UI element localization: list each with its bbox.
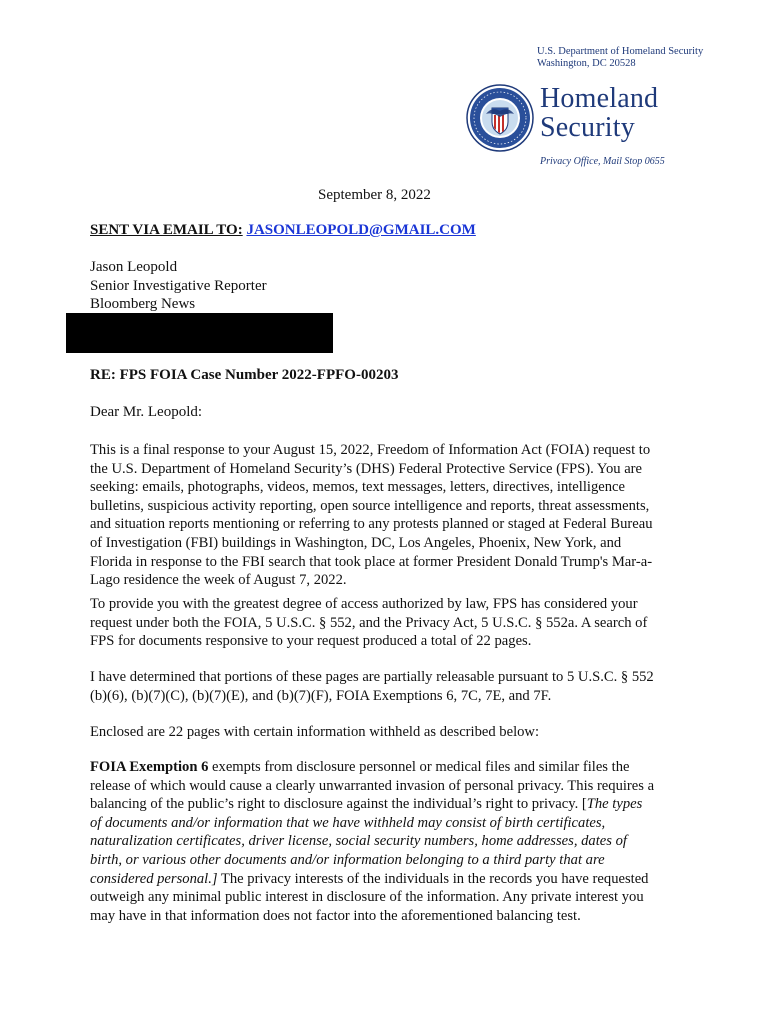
text-line: release of which would cause a clearly unwarranted invasion of personal privacy. This requires a xyxy=(90,777,655,794)
text-line: FPS for documents responsive to your request produced a total of 22 pages. xyxy=(90,633,532,650)
text-line: of documents and/or information that we have withheld may consist of birth certificates, xyxy=(90,814,606,831)
department-city: Washington, DC 20528 xyxy=(537,58,636,69)
recipient-org: Bloomberg News xyxy=(90,296,196,312)
paragraph-enclosed: Enclosed are 22 pages with certain information withheld as described below: xyxy=(90,724,540,740)
recipient-address xyxy=(90,258,267,314)
sent-via-label: SENT VIA EMAIL TO: xyxy=(90,222,243,238)
text-segment: The privacy interests of the individuals in the records you have requested xyxy=(217,870,649,887)
agency-wordmark xyxy=(540,84,658,142)
office-line: Privacy Office, Mail Stop 0655 xyxy=(540,156,665,167)
text-line: of Investigation (FBI) buildings in Washington, DC, Los Angeles, Phoenix, New York, and xyxy=(90,534,622,551)
text-line: seeking: emails, photographs, videos, memos, text messages, letters, directives, intelligence xyxy=(90,479,625,496)
text-segment: exempts from disclosure personnel or medical files and similar files the xyxy=(208,759,630,775)
text-line xyxy=(90,870,682,889)
text-line: (b)(6), (b)(7)(C), (b)(7)(E), and (b)(7)(F), FOIA Exemptions 6, 7C, 7E, and 7F. xyxy=(90,687,552,704)
text-line xyxy=(90,795,682,814)
text-line: outweigh any minimal public interest in disclosure of the information. Any private interest you xyxy=(90,889,644,906)
redaction-block xyxy=(66,313,333,353)
wordmark-line2: Security xyxy=(540,112,635,143)
paragraph-search-result xyxy=(90,595,682,651)
italic-segment: The types xyxy=(586,796,643,813)
text-line: Lago residence the week of August 7, 2022. xyxy=(90,572,347,589)
text-line: birth, or various other documents and/or information belonging to a third party that are xyxy=(90,851,605,868)
paragraph-determination xyxy=(90,668,682,705)
text-line xyxy=(90,758,682,777)
text-line: This is a final response to your August 15, 2022, Freedom of Information Act (FOIA) request to xyxy=(90,442,651,458)
text-line: naturalization certificates, driver license, social security numbers, home addresses, dates of xyxy=(90,833,627,850)
text-line: To provide you with the greatest degree of access authorized by law, FPS has considered your xyxy=(90,596,638,612)
text-line: may have in that information does not factor into the aforementioned balancing test. xyxy=(90,907,581,924)
sent-via-line xyxy=(90,222,476,239)
text-line: bulletins, suspicious activity reporting, open source intelligence and reports, threat assessments, xyxy=(90,497,650,514)
text-line: and situation reports mentioning or referring to any protests planned or staged at Federal Bureau xyxy=(90,516,653,533)
department-address xyxy=(537,46,703,70)
paragraph-exemption-6 xyxy=(90,758,682,925)
department-name: U.S. Department of Homeland Security xyxy=(537,46,704,57)
text-line: I have determined that portions of these pages are partially releasable pursuant to 5 U.S.C. § 552 xyxy=(90,669,654,685)
wordmark-line1: Homeland xyxy=(540,83,659,114)
letter-date: September 8, 2022 xyxy=(318,187,431,203)
exemption-heading: FOIA Exemption 6 xyxy=(90,759,209,775)
text-line: Florida in response to the FBI search that took place at former President Donald Trump's Mar-a- xyxy=(90,553,653,570)
text-line: the U.S. Department of Homeland Security’s (DHS) Federal Protective Service (FPS). You are xyxy=(90,460,643,477)
text-line: request under both the FOIA, 5 U.S.C. § 552, and the Privacy Act, 5 U.S.C. § 552a. A search of xyxy=(90,614,648,631)
recipient-title: Senior Investigative Reporter xyxy=(90,277,267,294)
case-reference: RE: FPS FOIA Case Number 2022-FPFO-00203 xyxy=(90,367,399,383)
recipient-email-link[interactable]: JASONLEOPOLD@GMAIL.COM xyxy=(246,222,476,238)
recipient-name: Jason Leopold xyxy=(90,259,178,275)
paragraph-request-summary xyxy=(90,441,682,590)
italic-segment: considered personal.] xyxy=(90,870,218,887)
text-segment: balancing of the public’s right to disclosure against the individual’s right to privacy. [ xyxy=(90,796,587,813)
dhs-seal-icon xyxy=(466,84,534,152)
salutation: Dear Mr. Leopold: xyxy=(90,404,203,420)
